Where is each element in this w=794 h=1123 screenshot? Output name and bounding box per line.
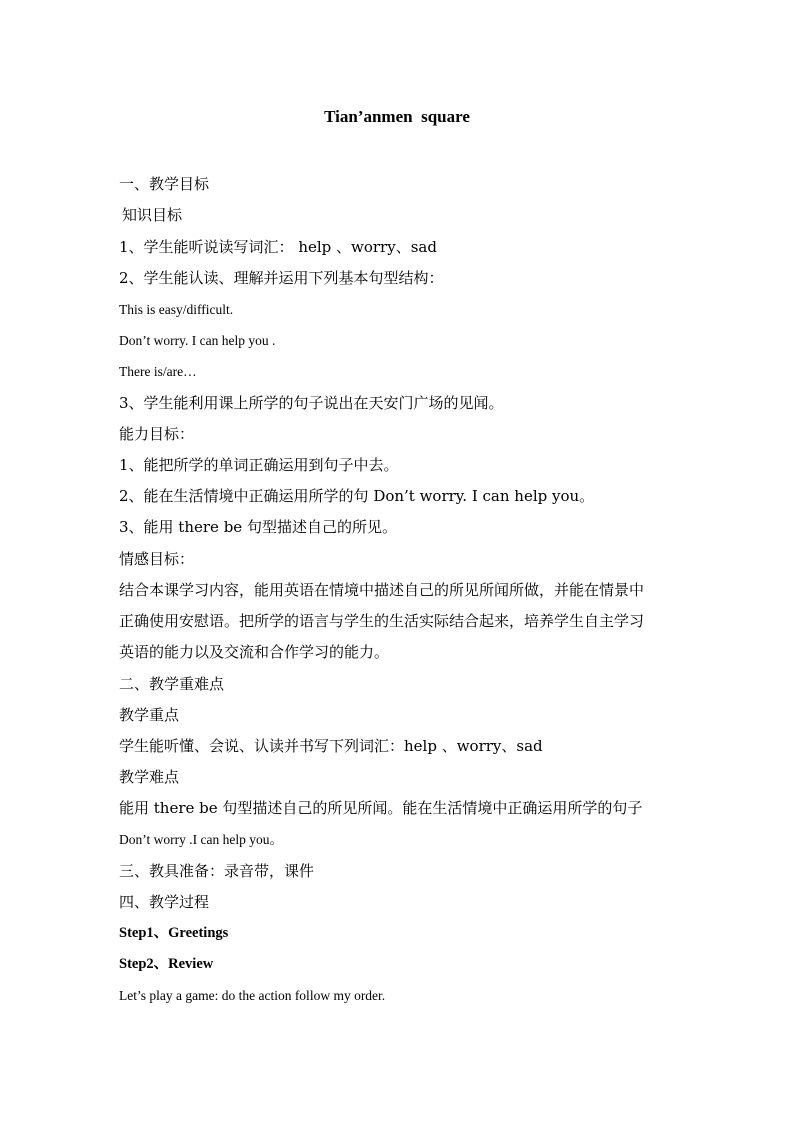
section-heading-materials: 三、教具准备：录音带，课件 [119,862,315,880]
emotion-paragraph-line-2: 正确使用安慰语。把所学的语言与学生的生活实际结合起来，培养学生自主学习 [119,612,645,630]
emotion-paragraph-line-1: 结合本课学习内容，能用英语在情境中描述自己的所见所闻所做，并能在情景中 [119,581,645,599]
review-instruction: Let’s play a game: do the action follow my order. [119,988,386,1003]
ability-item-2: 2、能在生活情境中正确运用所学的句 Don’t worry. I can help you。 [119,487,595,505]
section-heading-key-points: 二、教学重难点 [119,675,225,693]
sentence-pattern-3: There is/are… [119,364,197,379]
step-1-greetings: Step1、Greetings [119,925,229,941]
section-heading-objectives: 一、教学目标 [119,175,210,193]
knowledge-item-2: 2、学生能认读、理解并运用下列基本句型结构： [119,269,444,287]
subheading-emotion: 情感目标： [119,550,195,568]
difficulty-line-1: 能用 there be 句型描述自己的所见所闻。能在生活情境中正确运用所学的句子 [119,799,643,817]
subheading-difficulty: 教学难点 [119,768,180,786]
sentence-pattern-1: This is easy/difficult. [119,302,234,317]
document-title: Tian’anmen square [324,107,470,126]
subheading-knowledge: 知识目标 [122,206,183,224]
focus-item: 学生能听懂、会说、认读并书写下列词汇：help 、worry、sad [119,737,543,755]
sentence-pattern-2: Don’t worry. I can help you . [119,333,276,348]
emotion-paragraph-line-3: 英语的能力以及交流和合作学习的能力。 [119,643,390,661]
subheading-ability: 能力目标： [119,425,195,443]
section-heading-process: 四、教学过程 [119,893,210,911]
subheading-focus: 教学重点 [119,706,180,724]
ability-item-1: 1、能把所学的单词正确运用到句子中去。 [119,456,399,474]
step-2-review: Step2、Review [119,956,214,972]
ability-item-3: 3、能用 there be 句型描述自己的所见。 [119,518,397,536]
difficulty-line-2: Don’t worry .I can help you。 [119,832,283,847]
knowledge-item-1: 1、学生能听说读写词汇： help 、worry、sad [119,238,437,256]
knowledge-item-3: 3、学生能利用课上所学的句子说出在天安门广场的见闻。 [119,394,504,412]
